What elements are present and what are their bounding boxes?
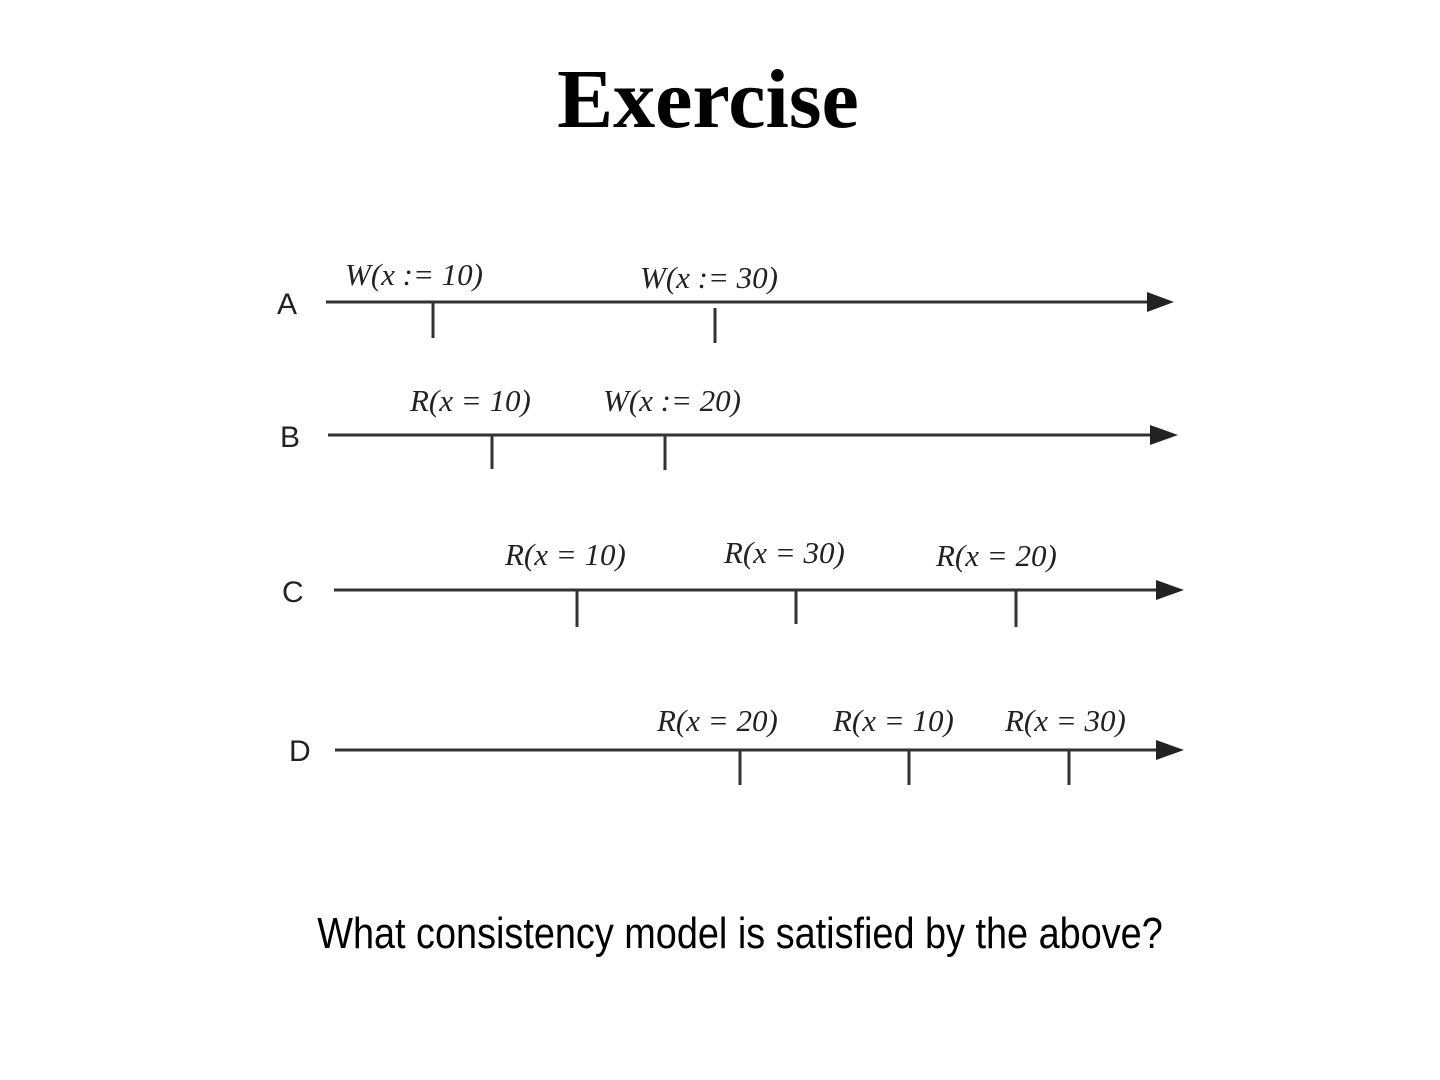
process-a-op-1: W(x := 10) — [345, 257, 483, 292]
process-d — [289, 703, 1184, 785]
process-d-label: D — [289, 735, 311, 768]
slide-title: Exercise — [557, 53, 859, 146]
process-d-op-1: R(x = 20) — [657, 703, 778, 738]
process-d-arrowhead — [1156, 740, 1184, 760]
question-text: What consistency model is satisfied by the above? — [317, 909, 1163, 958]
process-c-label: C — [282, 576, 304, 609]
process-c-op-1: R(x = 10) — [505, 537, 626, 572]
process-d-op-2: R(x = 10) — [833, 703, 954, 738]
process-d-op-3: R(x = 30) — [1005, 703, 1126, 738]
process-b-op-2: W(x := 20) — [603, 383, 741, 418]
process-c-arrowhead — [1156, 580, 1184, 600]
process-a-label: A — [277, 288, 298, 321]
process-c-op-2: R(x = 30) — [724, 535, 845, 570]
process-c-op-3: R(x = 20) — [936, 538, 1057, 573]
process-b-label: B — [280, 421, 301, 454]
process-b-op-1: R(x = 10) — [410, 383, 531, 418]
process-b-arrowhead — [1150, 425, 1178, 445]
process-c — [282, 535, 1184, 627]
process-b — [280, 383, 1178, 470]
process-a — [277, 257, 1174, 343]
process-a-op-2: W(x := 30) — [640, 260, 778, 295]
process-a-arrowhead — [1147, 292, 1174, 312]
